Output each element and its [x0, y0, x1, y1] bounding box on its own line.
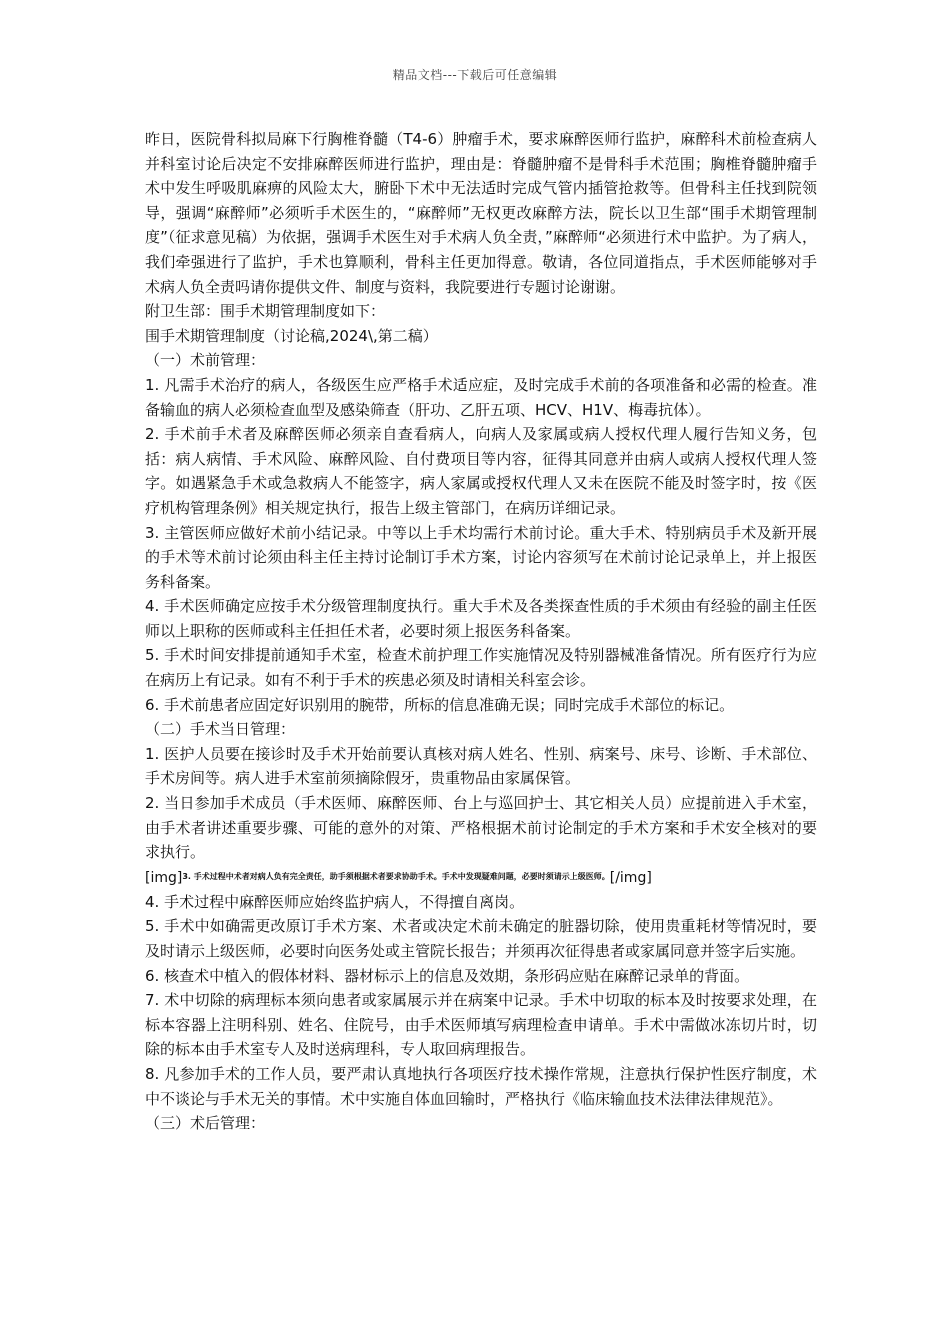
img-open-tag: [img] [145, 869, 183, 886]
list-item: 6. 核查术中植入的假体材料、器材标示上的信息及效期，条形码应贴在麻醉记录单的背面。 [145, 966, 750, 985]
note-line: 附卫生部：围手术期管理制度如下： [145, 302, 386, 321]
list-item: 4. 手术过程中麻醉医师应始终监护病人，不得擅自离岗。 [145, 892, 525, 911]
img-small-text: 3. 手术过程中术者对病人负有完全责任，助手须根据术者要求协助手术。手术中发现疑难问题，必要时须请示上级医师。 [182, 871, 610, 881]
list-item: 3. 主管医师应做好术前小结记录。中等以上手术均需行术前讨论。重大手术、特别病员手术及新开展的手术等术前讨论须由科主任主持讨论制订手术方案，讨论内容须写在术前讨论记录单上，并上报医务科备案。 [145, 523, 817, 591]
section-heading-preop: （一）术前管理： [145, 351, 266, 370]
list-item: 6. 手术前患者应固定好识别用的腕带，所标的信息准确无误；同时完成手术部位的标记。 [145, 695, 735, 714]
list-item: 1. 凡需手术治疗的病人，各级医生应严格手术适应症，及时完成手术前的各项准备和必需的检查。准备输血的病人必须检查血型及感染筛查（肝功、乙肝五项、HCV、H1V、梅毒抗体）。 [145, 375, 817, 419]
list-item: 4. 手术医师确定应按手术分级管理制度执行。重大手术及各类探查性质的手术须由有经验的副主任医师以上职称的医师或科主任担任术者，必要时须上报医务科备案。 [145, 597, 817, 640]
list-item: 7. 术中切除的病理标本须向患者或家属展示并在病案中记录。手术中切取的标本及时按要求处理，在标本容器上注明科别、姓名、住院号，由手术医师填写病理检查申请单。手术中需做冰冻切片时，切除的标本由手术室专人及时送病理科，专人取回病理报告。 [145, 991, 817, 1059]
img-close-tag: [/img] [609, 869, 652, 886]
page-header: 精品文档---下载后可任意编辑 [392, 68, 558, 82]
list-item: 2. 手术前手术者及麻醉医师必须亲自查看病人，向病人及家属或病人授权代理人履行告知义务，包括：病人病情、手术风险、麻醉风险、自付费项目等内容，征得其同意并由病人或病人授权代理人签字。如遇紧急手术或急救病人不能签字，病人家属或授权代理人又未在医院不能及时签字时，按《医疗机构管理条例》相关规定执行，报告上级主管部门，在病历详细记录。 [145, 425, 817, 517]
intro-paragraph: 昨日，医院骨科拟局麻下行胸椎脊髓（T4-6）肿瘤手术，要求麻醉医师行监护，麻醉科术前检查病人并科室讨论后决定不安排麻醉医师进行监护，理由是：脊髓肿瘤不是骨科手术范围；胸椎脊髓肿瘤手术中发生呼吸肌麻痹的风险太大，腑卧下术中无法适时完成气管内插管抢救等。但骨科主任找到院领导，强调“麻醉师”必须听手术医生的，“麻醉师”无权更改麻醉方法，院长以卫生部“围手术期管理制度”（征求意见稿）为依据，强调手术医生对手术病人负全责，”麻醉师“必须进行术中监护。为了病人，我们牵强进行了监护，手术也算顺利，骨科主任更加得意。敬请，各位同道指点，手术医师能够对手术病人负全责吗请你提供文件、制度与资料，我院要进行专题讨论谢谢。 [145, 130, 817, 296]
section-heading-surgery-day: （二）手术当日管理： [145, 720, 296, 739]
list-item: 2. 当日参加手术成员（手术医师、麻醉医师、台上与巡回护士、其它相关人员）应提前进入手术室，由手术者讲述重要步骤、可能的意外的对策、严格根据术前讨论制定的手术方案和手术安全核对的要求执行。 [145, 794, 817, 862]
document-title: 围手术期管理制度（讨论稿,2024\,第二稿） [145, 326, 438, 345]
image-placeholder-line [145, 865, 817, 890]
list-item: 8. 凡参加手术的工作人员，要严肃认真地执行各项医疗技术操作常规，注意执行保护性医疗制度，术中不谈论与手术无关的事情。术中实施自体血回输时，严格执行《临床输血技术法律法律规范》。 [145, 1064, 817, 1108]
list-item: 1. 医护人员要在接诊时及手术开始前要认真核对病人姓名、性别、病案号、床号、诊断、手术部位、手术房间等。病人进手术室前须摘除假牙，贵重物品由家属保管。 [145, 744, 817, 788]
list-item: 5. 手术中如确需更改原订手术方案、术者或决定术前未确定的脏器切除，使用贵重耗材等情况时，要及时请示上级医师，必要时向医务处或主管院长报告；并须再次征得患者或家属同意并签字后实施。 [145, 917, 817, 960]
section-heading-postop: （三）术后管理： [145, 1114, 266, 1133]
document-body [145, 127, 817, 1136]
list-item: 5. 手术时间安排提前通知手术室，检查术前护理工作实施情况及特别器械准备情况。所有医疗行为应在病历上有记录。如有不利于手术的疾患必须及时请相关科室会诊。 [145, 646, 817, 690]
